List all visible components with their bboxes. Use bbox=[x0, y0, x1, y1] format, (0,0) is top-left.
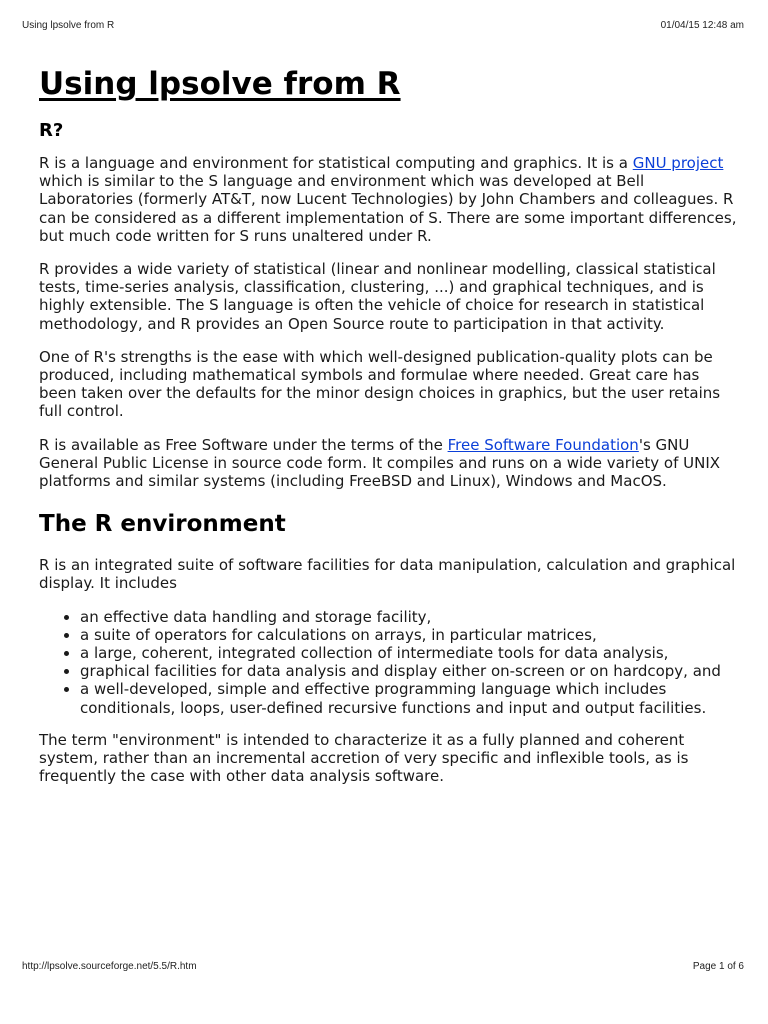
footer-url: http://lpsolve.sourceforge.net/5.5/R.htm bbox=[22, 961, 197, 972]
list-item: • an effective data handling and storage facility, bbox=[80, 608, 739, 626]
feature-list bbox=[39, 608, 739, 717]
free-software-foundation-link[interactable]: Free Software Foundation bbox=[447, 435, 639, 454]
header-page-title: Using lpsolve from R bbox=[22, 20, 115, 31]
paragraph-strengths: One of R's strengths is the ease with which well-designed publication-quality plots can be produced, including mathematical symbols and formulae where needed. Great care has been taken over the defaults for the minor design choices in graphics, but the user retains full control. bbox=[39, 347, 721, 421]
paragraph-environment-term: The term "environment" is intended to characterize it as a fully planned and coherent system, rather than an incremental accretion of very specific and inflexible tools, as is frequently the case with other data analysis software. bbox=[39, 730, 689, 786]
page-title: Using lpsolve from R bbox=[39, 66, 401, 102]
list-item: • a well-developed, simple and effective programming language which includes conditionals, loops, user-defined recursive functions and input and output facilities. bbox=[80, 680, 739, 716]
paragraph-intro-text-b: which is similar to the S language and environment which was developed at Bell Laboratories (formerly AT&T, now Lucent Technologies) by John Chambers and colleagues. R can be considered as a different implementation of S. There are some important differences, but much code written for S runs unaltered under R. bbox=[39, 172, 737, 245]
paragraph-license-text-b: 's GNU General Public License in source code form. It compiles and runs on a wide variety of UNIX platforms and similar systems (including FreeBSD and Linux), Windows and MacOS. bbox=[39, 435, 721, 491]
paragraph-license bbox=[39, 436, 739, 491]
paragraph-license-text-a: R is available as Free Software under the terms of the bbox=[39, 435, 448, 454]
paragraph-intro-text-a: R is a language and environment for statistical computing and graphics. It is a bbox=[39, 154, 633, 172]
list-item: • graphical facilities for data analysis and display either on-screen or on hardcopy, and bbox=[80, 662, 739, 680]
print-footer bbox=[22, 961, 744, 975]
list-item: • a suite of operators for calculations on arrays, in particular matrices, bbox=[80, 626, 739, 644]
footer-page-number: Page 1 of 6 bbox=[692, 961, 744, 972]
print-header bbox=[22, 20, 744, 34]
document-content bbox=[39, 62, 739, 800]
section-heading-environment: The R environment bbox=[39, 511, 286, 538]
paragraph-intro bbox=[39, 154, 739, 245]
section-heading-r: R? bbox=[39, 120, 64, 141]
header-timestamp: 01/04/15 12:48 am bbox=[660, 20, 744, 31]
gnu-project-link[interactable]: GNU project bbox=[632, 154, 724, 172]
list-item: • a large, coherent, integrated collection of intermediate tools for data analysis, bbox=[80, 644, 739, 662]
paragraph-environment-intro: R is an integrated suite of software facilities for data manipulation, calculation and graphical display. It includes bbox=[39, 556, 736, 593]
paragraph-statistical: R provides a wide variety of statistical (linear and nonlinear modelling, classical statistical tests, time-series analysis, classification, clustering, ...) and graphical techniques, and is highly extensible. The S language is often the vehicle of choice for research in statistical methodology, and R provides an Open Source route to participation in that activity. bbox=[39, 260, 716, 333]
